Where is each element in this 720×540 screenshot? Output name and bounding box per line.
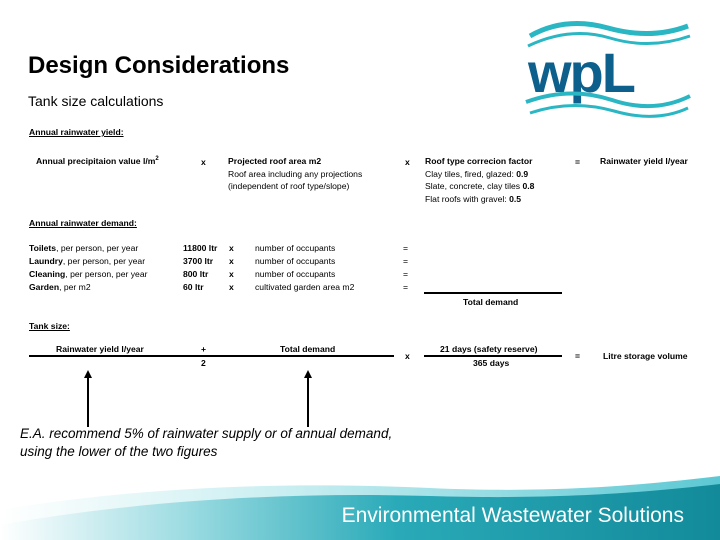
tank-numerator-yield: Rainwater yield l/year [56,344,144,354]
equals-sign: = [403,282,409,292]
tank-result: Litre storage volume [603,351,688,361]
page-subtitle: Tank size calculations [28,93,164,109]
arrow-shaft [87,377,89,427]
tank-heading: Tank size: [29,321,70,331]
wpl-logo [520,14,695,124]
factor-flat: Flat roofs with gravel: 0.5 [425,194,522,204]
roof-area-label: Projected roof area m2 [228,156,322,166]
total-demand-rule [424,292,562,294]
total-demand-label: Total demand [463,297,519,307]
demand-row-label: Toilets, per person, per year [29,243,139,253]
page-title: Design Considerations [28,52,290,79]
multiply-sign: x [405,157,410,167]
note-line: using the lower of the two figures [20,444,218,459]
equals-sign: = [403,243,409,253]
precip-label: Annual precipitaion value $l/m^2$ [36,155,159,166]
multiply-sign: x [229,256,234,266]
equals-sign: = [575,157,581,167]
tank-numerator-demand: Total demand [280,344,336,354]
recommendation-note [20,425,500,461]
logo-text: wpL [528,41,634,104]
demand-row-value: 800 ltr [183,269,209,279]
demand-row-label: Garden, per m2 [29,282,91,292]
demand-row-multiplier: number of occupants [255,269,336,279]
equals-sign: = [403,269,409,279]
equals-sign: = [575,351,581,361]
multiply-sign: x [229,269,234,279]
factor-clay: Clay tiles, fired, glazed: 0.9 [425,169,529,179]
demand-row-value: 3700 ltr [183,256,214,266]
multiply-sign: x [201,157,206,167]
factor-slate: Slate, concrete, clay tiles 0.8 [425,181,535,191]
demand-row-label: Laundry, per person, per year [29,256,146,266]
demand-row-label: Cleaning, per person, per year [29,269,148,279]
safety-denominator: 365 days [473,358,510,368]
roof-area-note: Roof area including any projections [228,169,363,179]
fraction-bar [29,355,394,357]
demand-row-value: 11800 ltr [183,243,218,253]
tank-denominator: 2 [201,358,206,368]
demand-row-multiplier: number of occupants [255,243,336,253]
multiply-sign: x [405,351,410,361]
demand-row-value: 60 ltr [183,282,204,292]
safety-numerator: 21 days (safety reserve) [440,344,538,354]
footer-tagline: Environmental Wastewater Solutions [341,504,684,527]
yield-result: Rainwater yield l/year [600,156,688,166]
demand-row-multiplier: number of occupants [255,256,336,266]
demand-heading: Annual rainwater demand: [29,218,137,228]
arrow-shaft [307,377,309,427]
multiply-sign: x [229,243,234,253]
factor-label: Roof type correcion factor [425,156,533,166]
multiply-sign: x [229,282,234,292]
demand-row-multiplier: cultivated garden area m2 [255,282,355,292]
equals-sign: = [403,256,409,266]
plus-sign: + [201,344,207,354]
note-line: E.A. recommend 5% of rainwater supply or of annual demand, [20,426,393,441]
yield-heading: Annual rainwater yield: [29,127,124,137]
roof-area-note: (independent of roof type/slope) [228,181,350,191]
